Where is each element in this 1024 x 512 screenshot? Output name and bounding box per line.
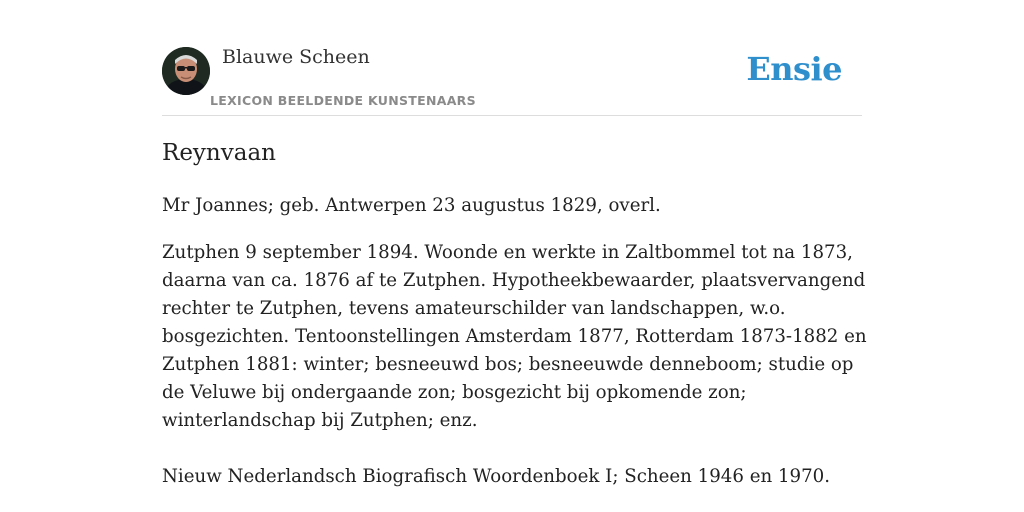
avatar-image [162,47,210,95]
article-paragraph: Zutphen 9 september 1894. Woonde en werkte in Zaltbommel tot na 1873, daarna van ca. 1876 af te Zutphen. Hypotheekbewaarder, plaatsvervangend rechter te Zutphen, tevens amateurschilder van landschappen, w.o. bosgezichten. Tentoonstellingen Amsterdam 1877, Rotterdam 1873-1882 en Zutphen 1881: winter; besneeuwd bos; besneeuwde denneboom; studie op de Veluwe bij ondergaande zon; bosgezicht bij opkomende zon; winterlandschap bij Zutphen; enz. [162,242,867,431]
article-header [162,46,862,116]
category-label[interactable]: LEXICON BEELDENDE KUNSTENAARS [210,93,476,108]
article-title: Reynvaan [162,140,276,166]
article-paragraph: Mr Joannes; geb. Antwerpen 23 augustus 1829, overl. [162,195,661,216]
author-name[interactable]: Blauwe Scheen [222,46,370,68]
header-divider [162,115,862,116]
article-sources: Nieuw Nederlandsch Biografisch Woordenboek I; Scheen 1946 en 1970. [162,466,831,487]
article-body [162,192,867,491]
brand-logo[interactable]: Ensie [746,50,842,88]
avatar[interactable] [162,47,210,95]
